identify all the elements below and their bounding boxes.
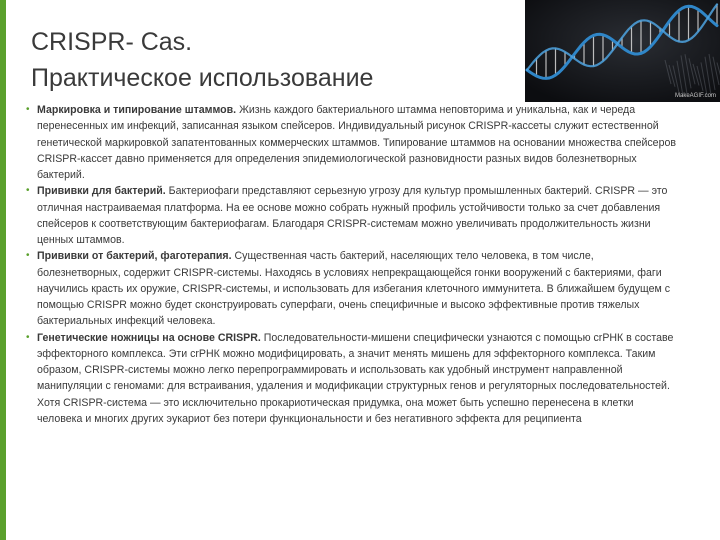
list-item: [26, 330, 678, 428]
bullet-icon: •: [26, 331, 30, 343]
bullet-icon: •: [26, 104, 30, 115]
item-term: Маркировка и типирование штаммов.: [37, 104, 237, 116]
accent-bar: [0, 0, 6, 540]
bullet-list: [26, 102, 678, 427]
bullet-icon: •: [26, 185, 30, 197]
list-item: [26, 102, 678, 183]
item-text: Бактериофаги представляют серьезную угрозу для культур промышленных бактерий. CRISPR — это отличная настраиваемая платформа. На ее основе можно собрать нужный профиль устойчивости только за счет добавления спейсеров к соответствующим бактериофагам. Благодаря CRISPR-системам можно увеличивать продолжительность жизни ценных штаммов.: [37, 185, 668, 246]
dna-helix-illustration: [525, 0, 720, 102]
slide-title-line2: Практическое использование: [31, 64, 374, 92]
slide-title-line1: CRISPR- Cas.: [31, 28, 193, 56]
bullet-icon: •: [26, 250, 30, 262]
item-term: Прививки от бактерий, фаготерапия.: [37, 250, 232, 263]
item-text: Последовательности-мишени специфически узнаются с помощью crРНК в составе эффекторного комплекса. Эти crРНК можно модифицировать, а значит менять мишень для эффекторного комплекса. Таким образом, CRISPR-системы можно легко перепрограммировать и использовать как удобный инструмент направленной манипуляции с геномами: для встраивания, удаления и модификации структурных генов и регуляторных последовательностей. Хотя CRISPR-система — это исключительно прокариотическая придумка, она может быть успешно перенесена в клетки человека и многих других эукариот без потери функциональности и без негативного эффекта для реципиента: [37, 331, 674, 425]
item-term: Генетические ножницы на основе CRISPR.: [37, 331, 261, 344]
item-text: Существенная часть бактерий, населяющих тело человека, в том числе, болезнетворных, содержит CRISPR-системы. Находясь в условиях непрекращающейся гонки вооружений с бактериями, фаги научились красть их оружие, CRISPR-системы, и использовать для избегания клеточного иммунитета. В ближайшем будущем с помощью CRISPR можно будет сконструировать суперфаги, очень специфичные и высоко эффективные против тяжелых бактериальных инфекций человека.: [37, 250, 671, 328]
item-term: Прививки для бактерий.: [37, 185, 166, 198]
list-item: [26, 248, 678, 329]
image-watermark: MakeAGIF.com: [674, 93, 716, 99]
slide-title: [31, 24, 511, 96]
list-item: [26, 183, 678, 248]
item-text: Жизнь каждого бактериального штамма неповторима и уникальна, как и череда перенесенных им инфекций, записанная языком спейсеров. Индивидуальный рисунок CRISPR-кассеты служит естественной генетической маркировкой запатентованных коммерческих штаммов. Типирование штаммов на основании множества спейсеров CRISPR-кассет давно применяется для определения эпидемиологической разновидности разных видов болезнетворных бактерий.: [37, 104, 676, 181]
dna-helix-image: [525, 0, 720, 102]
